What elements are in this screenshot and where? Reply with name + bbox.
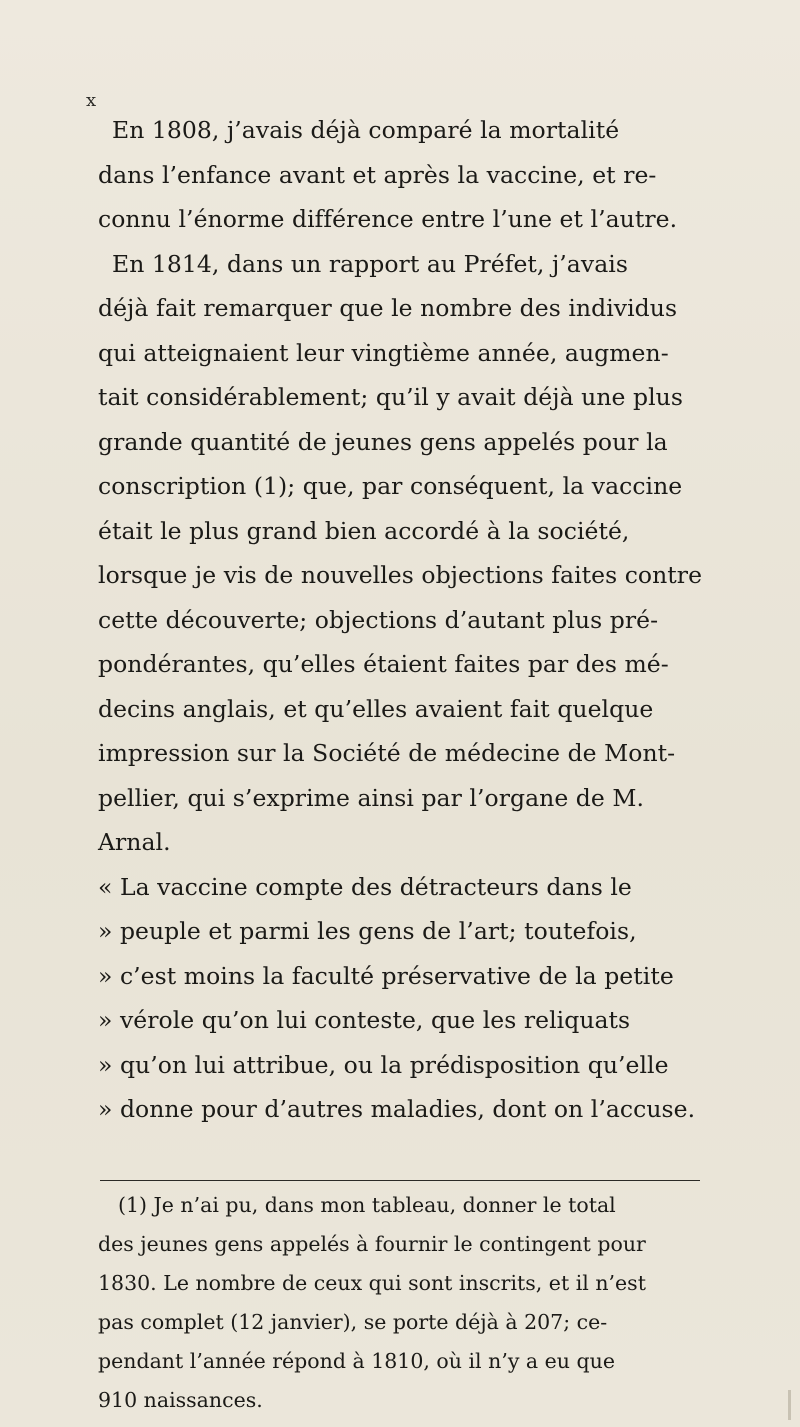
quote-line: « La vaccine compte des détracteurs dans le xyxy=(98,872,632,901)
block-quote xyxy=(98,865,734,1132)
body-line: pondérantes, qu’elles étaient faites par des mé- xyxy=(98,650,669,678)
footnote-separator xyxy=(100,1180,700,1181)
quote-line: » qu’on lui attribue, ou la prédisposition qu’elle xyxy=(98,1050,669,1079)
body-line: connu l’énorme différence entre l’une et l’autre. xyxy=(98,205,678,233)
footnote-line: (1) Je n’ai pu, dans mon tableau, donner le total xyxy=(118,1193,616,1217)
body-line: Arnal. xyxy=(98,828,171,856)
body-line: pellier, qui s’exprime ainsi par l’organe de M. xyxy=(98,783,645,812)
footnote-block xyxy=(98,1186,738,1420)
footnote-line: 1830. Le nombre de ceux qui sont inscrits, et il n’est xyxy=(98,1271,646,1295)
quote-line: » c’est moins la faculté préservative de la petite xyxy=(98,961,674,990)
footnote-line: pendant l’année répond à 1810, où il n’y a eu que xyxy=(98,1349,615,1373)
body-line: decins anglais, et qu’elles avaient fait quelque xyxy=(98,694,654,723)
body-line: cette découverte; objections d’autant plus pré- xyxy=(98,605,659,634)
corner-mark: x xyxy=(86,90,97,111)
body-line: impression sur la Société de médecine de Mont- xyxy=(98,739,676,767)
page-edge-stain xyxy=(788,1390,791,1420)
body-line: était le plus grand bien accordé à la société, xyxy=(98,516,630,545)
footnote-line: pas complet (12 janvier), se porte déjà à 207; ce- xyxy=(98,1310,608,1334)
footnote-line: 910 naissances. xyxy=(98,1388,263,1412)
body-line: qui atteignaient leur vingtième année, augmen- xyxy=(98,338,669,367)
quote-line: » peuple et parmi les gens de l’art; toutefois, xyxy=(98,917,637,945)
body-line: tait considérablement; qu’il y avait déjà une plus xyxy=(98,383,683,411)
body-line: déjà fait remarquer que le nombre des individus xyxy=(98,294,678,322)
footnote-line: des jeunes gens appelés à fournir le contingent pour xyxy=(98,1232,646,1256)
body-line: conscription (1); que, par conséquent, la vaccine xyxy=(98,472,683,500)
body-line: dans l’enfance avant et après la vaccine, et re- xyxy=(98,160,657,189)
body-line: lorsque je vis de nouvelles objections faites contre xyxy=(98,561,703,589)
body-line: En 1814, dans un rapport au Préfet, j’avais xyxy=(112,249,628,278)
body-text xyxy=(98,108,734,1132)
quote-line: » vérole qu’on lui conteste, que les reliquats xyxy=(98,1006,631,1034)
body-line: En 1808, j’avais déjà comparé la mortalité xyxy=(112,116,620,144)
quote-line: » donne pour d’autres maladies, dont on l’accuse. xyxy=(98,1095,696,1123)
body-line: grande quantité de jeunes gens appelés pour la xyxy=(98,427,668,456)
